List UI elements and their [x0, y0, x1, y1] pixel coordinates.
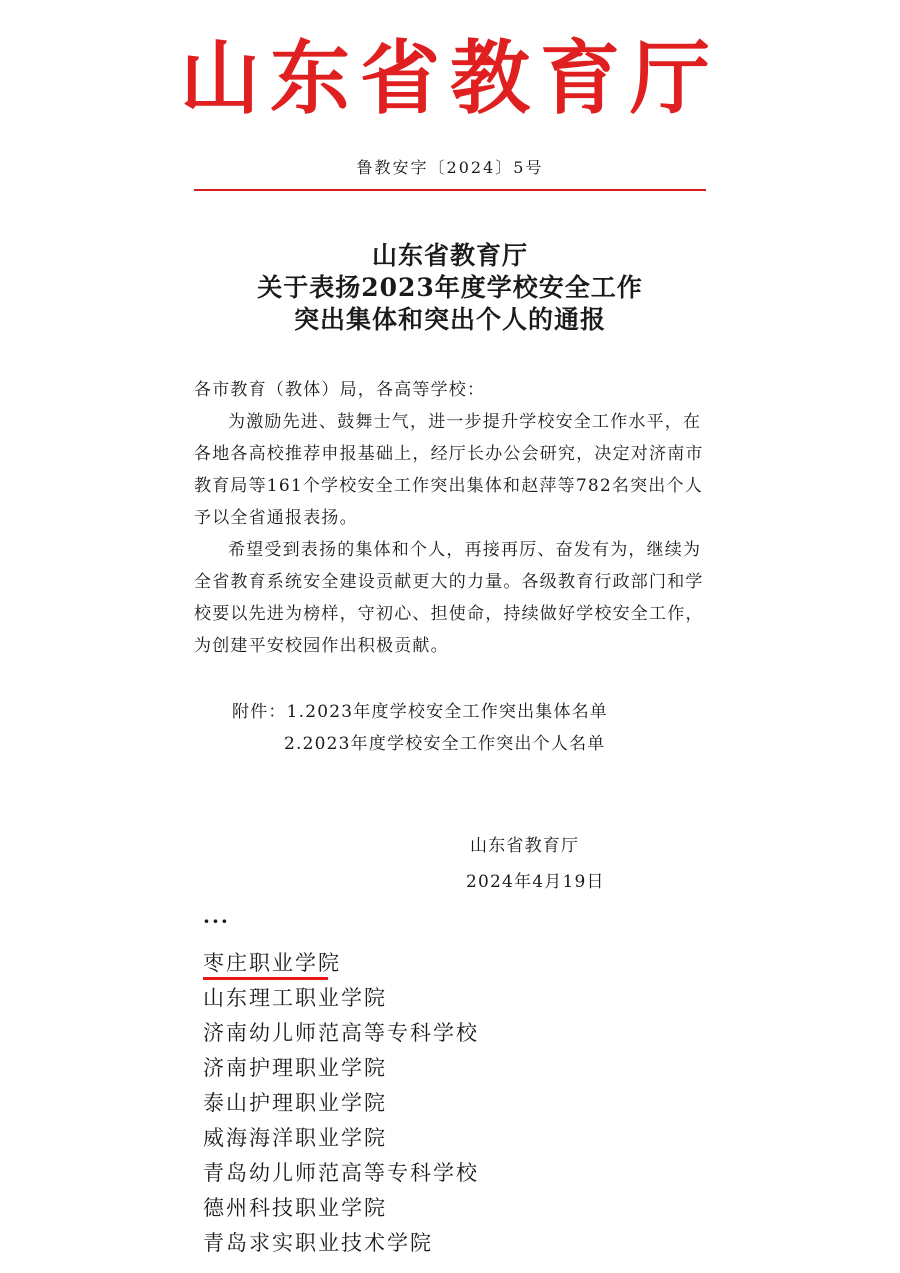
- attachments-label: 附件：: [232, 702, 287, 722]
- paragraph-2-line: 为创建平安校园作出积极贡献。: [194, 636, 449, 656]
- list-item: [203, 1226, 479, 1261]
- school-list: [203, 946, 479, 1261]
- list-item: [203, 1191, 479, 1226]
- list-item: [203, 1121, 479, 1156]
- school-name: 枣庄职业学院: [203, 951, 341, 975]
- salutation: 各市教育（教体）局，各高等学校：: [194, 380, 486, 400]
- omission-ellipsis: ···: [203, 909, 230, 933]
- signature-date: 2024年4月19日: [466, 872, 605, 892]
- school-name: 德州科技职业学院: [203, 1196, 387, 1220]
- red-underline-highlight: [203, 977, 328, 980]
- document-number: 鲁教安字〔2024〕5号: [356, 158, 544, 177]
- paragraph-1-line: 教育局等161个学校安全工作突出集体和赵萍等782名突出个人: [194, 476, 703, 496]
- school-name: 山东理工职业学院: [203, 986, 387, 1010]
- attachment-row-1: [232, 696, 608, 728]
- attachment-item-1: 1.2023年度学校安全工作突出集体名单: [286, 702, 609, 722]
- list-item: [203, 981, 479, 1016]
- paragraph-2-line: 全省教育系统安全建设贡献更大的力量。各级教育行政部门和学: [194, 572, 704, 592]
- list-item: [203, 1016, 479, 1051]
- school-name: 威海海洋职业学院: [203, 1126, 387, 1150]
- masthead-title: 山东省教育厅: [180, 31, 720, 125]
- list-item-highlighted: [203, 946, 479, 981]
- title-line-3: 突出集体和突出个人的通报: [293, 305, 606, 334]
- signature-org: 山东省教育厅: [470, 836, 580, 856]
- school-name: 济南护理职业学院: [203, 1056, 387, 1080]
- attachments-block: [232, 696, 608, 760]
- attachment-row-2: [232, 728, 608, 760]
- paragraph-2-line: 希望受到表扬的集体和个人，再接再厉、奋发有为，继续为: [228, 540, 702, 560]
- paragraph-1-line: 为激励先进、鼓舞士气，进一步提升学校安全工作水平，在: [228, 412, 702, 432]
- paragraph-2-line: 校要以先进为榜样，守初心、担使命，持续做好学校安全工作，: [194, 604, 704, 624]
- attachment-item-2: 2.2023年度学校安全工作突出个人名单: [284, 734, 606, 754]
- paragraph-1-line: 各地各高校推荐申报基础上，经厅长办公会研究，决定对济南市: [194, 444, 704, 464]
- school-name: 青岛求实职业技术学院: [203, 1231, 433, 1255]
- title-line-2: 关于表扬2023年度学校安全工作: [257, 273, 643, 302]
- list-item: [203, 1051, 479, 1086]
- list-item: [203, 1086, 479, 1121]
- paragraph-1: [194, 406, 714, 534]
- school-name: 泰山护理职业学院: [203, 1091, 387, 1115]
- title-line-1: 山东省教育厅: [371, 241, 528, 270]
- red-divider-line: [194, 189, 706, 191]
- list-item: [203, 1156, 479, 1191]
- school-name: 济南幼儿师范高等专科学校: [203, 1021, 479, 1045]
- school-name: 青岛幼儿师范高等专科学校: [203, 1161, 479, 1185]
- document-title: [0, 240, 900, 336]
- paragraph-2: [194, 534, 714, 662]
- paragraph-1-line: 予以全省通报表扬。: [194, 508, 358, 528]
